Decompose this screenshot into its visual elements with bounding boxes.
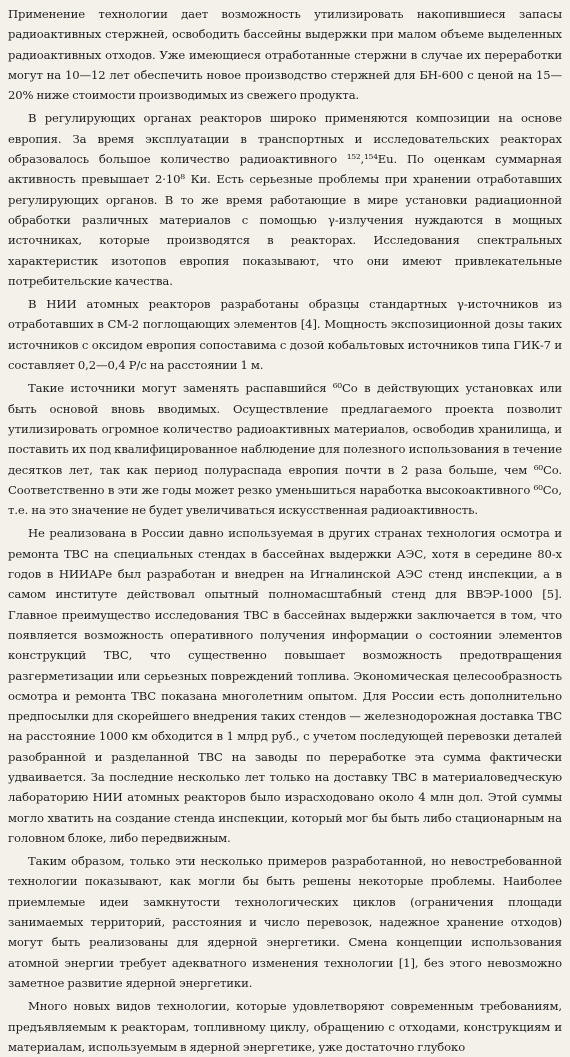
- paragraph-2: В регулирующих органах реакторов широко применяются композиции на основе европия. За время эксплуатации в транспортных и исследовательских реакторах образовалось большое количество радиоактивного ¹⁵²,¹⁵⁴Eu. По оценкам суммарная активность превышает 2·10⁸ Ки. Есть серьезные проблемы при хранении отработавших регулирующих органов. В то же время работающие в мире установки радиационной обработки различных материалов с помощью γ-излучения нуждаются в мощных источниках, которые производятся в реакторах. Исследования спектральных характеристик изотопов европия показывают, что они имеют привлекательные потребительские качества.: [8, 111, 562, 288]
- paragraph-7: Много новых видов технологии, которые удовлетворяют современным требованиям, предъявляемым к реакторам, топливному циклу, обращению с отходами, конструкциям и материалам, используемым в ядерной энергетике, уже достаточно глубоко: [8, 999, 562, 1054]
- paragraph-3: В НИИ атомных реакторов разработаны образцы стандартных γ-источников из отработавших в СМ-2 поглощающих элементов [4]. Мощность экспозиционной дозы таких источников с оксидом европия сопоставима с дозой кобальтовых источников типа ГИК-7 и составляет 0,2—0,4 Р/с на расстоянии 1 м.: [8, 297, 562, 373]
- paragraph-5: Не реализована в России давно используемая в других странах технология осмотра и ремонта ТВС на специальных стендах в бассейнах выдержки АЭС, хотя в середине 80-х годов в НИИАРе был разработан и внедрен на Игналинской АЭС стенд инспекции, а в самом институте действовал опытный полномасштабный стенд для ВВЭР-1000 [5]. Главное преимущество исследования ТВС в бассейнах выдержки заключается в том, что появляется возможность оперативного получения информации о состоянии элементов конструкций ТВС, что существенно повышает возможность предотвращения разгерметизации или серьезных повреждений топлива. Экономическая целесообразность осмотра и ремонта ТВС показана многолетним опытом. Для России есть дополнительно предпосылки для скорейшего внедрения таких стендов — железнодорожная доставка ТВС на расстояние 1000 км обходится в 1 млрд руб., с учетом последующей перевозки деталей разобранной и разделанной ТВС на заводы по переработке эта сумма фактически удваивается. За последние несколько лет только на доставку ТВС в материаловедческую лабораторию НИИ атомных реакторов было израсходовано около 4 млн дол. Этой суммы могло хватить на создание стенда инспекции, который мог бы быть либо стационарным на головном блоке, либо передвижным.: [8, 526, 562, 845]
- paragraph-4: Такие источники могут заменять распавшийся ⁶⁰Co в действующих установках или быть основой вновь вводимых. Осуществление предлагаемого проекта позволит утилизировать огромное количество радиоактивных материалов, освободив хранилища, и поставить их под квалифицированное наблюдение для полезного использования в течение десятков лет, так как период полураспада европия почти в 2 раза больше, чем ⁶⁰Co. Соответственно в эти же годы может резко уменьшиться наработка высокоактивного ⁶⁰Co, т.е. на это значение не будет увеличиваться искусственная радиоактивность.: [8, 381, 562, 518]
- paragraph-6: Таким образом, только эти несколько примеров разработанной, но невостребованной технологии показывают, как могли бы быть решены некоторые проблемы. Наиболее приемлемые идеи замкнутости технологических циклов (ограничения площади занимаемых территорий, расстояния и число перевозок, надежное хранение отходов) могут быть реализованы для ядерной энергетики. Смена концепции использования атомной энергии требует адекватного изменения технологии [1], без этого невозможно заметное развитие ядерной энергетики.: [8, 854, 562, 990]
- paragraph-1: Применение технологии дает возможность утилизировать накопившиеся запасы радиоактивных стержней, освободить бассейны выдержки при малом объеме выделенных радиоактивных отходов. Уже имеющиеся отработанные стержни в случае их переработки могут на 10—12 лет обеспечить новое производство стержней для БН-600 с ценой на 15—20% ниже стоимости производимых из свежего продукта.: [8, 7, 562, 103]
